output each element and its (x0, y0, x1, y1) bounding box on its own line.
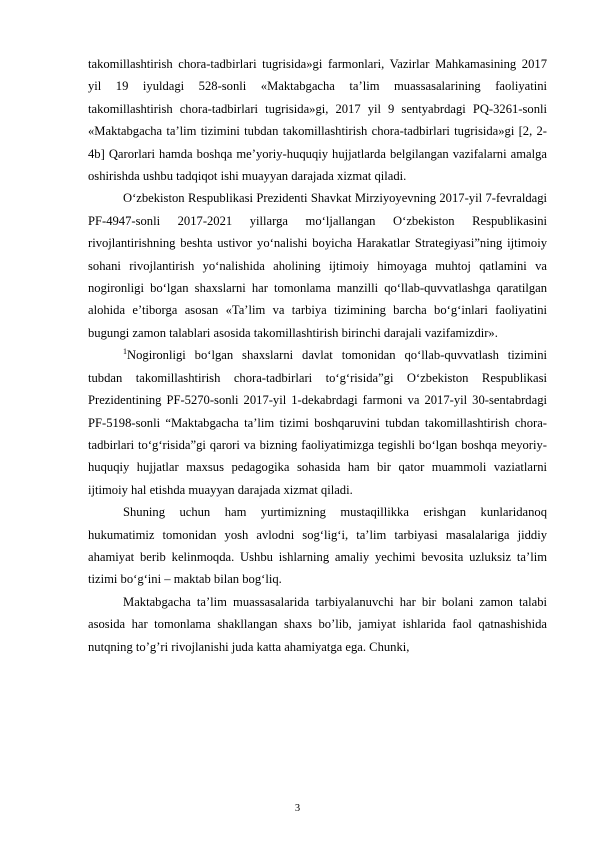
paragraph-1: takomillashtirish chora-tadbirlari tugrisida»gi farmonlari, Vazirlar Mahkamasining 2017 yil 19 iyuldagi 528-sonli «Maktabgacha ta’lim muassasalarining faoliyatini takomillashtirish chora-tadbirlari tugrisida»gi, 2017 yil 9 sentyabrdagi PQ-3261-sonli «Maktabgacha ta’lim tizimini tubdan takomillashtirish chora-tadbirlari tugrisida»gi [2, 2-4b] Qarorlari hamda boshqa me’yoriy-huquqiy hujjatlarda belgilangan vazifalarni amalga oshirishda ushbu tadqiqot ishi muayyan darajada xizmat qiladi. (88, 57, 547, 184)
page-number: 3 (294, 803, 301, 814)
document-body (88, 53, 547, 658)
paragraph-3-text: Nogironligi bo‘lgan shaxslarni davlat tomonidan qo‘llab-quvvatlash tizimini tubdan takomillashtirish chora-tadbirlari to‘g‘risida”gi O‘zbekiston Respublikasi Prezidentining PF-5270-sonli 2017-yil 1-dekabrdagi farmoni va 2017-yil 30-sentabrdagi PF-5198-sonli “Maktabgacha ta’lim tizimi boshqaruvini tubdan takomillashtirish chora-tadbirlari to‘g‘risida”gi qarori va bizning faoliyatimizga tegishli bo‘lgan boshqa meyoriy-huquqiy hujjatlar maxsus pedagogika sohasida ham bir qator muammoli vaziatlarni ijtimoiy hal etishda muayyan darajada xizmat qiladi. (88, 348, 547, 497)
footnote-mark: 1 (123, 347, 127, 357)
paragraph-5: Maktabgacha ta’lim muassasalarida tarbiyalanuvchi har bir bolani zamon talabi asosida har tomonlama shakllangan shaxs bo’lib, jamiyat ishlarida faol qatnashishida nutqning to’g’ri rivojlanishi juda katta ahamiyatga ega. Chunki, (88, 594, 547, 654)
paragraph-3 (88, 344, 547, 501)
paragraph-2: O‘zbekiston Respublikasi Prezidenti Shavkat Mirziyoyevning 2017-yil 7-fevraldagi PF-4947-sonli 2017-2021 yillarga mo‘ljallangan O‘zbekiston Respublikasini rivojlantirishning beshta ustivor yo‘nalishi boyicha Harakatlar Strategiyasi”ning ijtimoiy sohani rivojlantirish yo‘nalishida aholining ijtimoiy himoyaga muhtoj qatlamini va nogironligi bo‘lgan shaxslarni har tomonlama manzilli qo‘llab-quvvatlashga qaratilgan alohida e’tiborga asosan «Ta’lim va tarbiya tizimining barcha bo‘g‘inlari faoliyatini bugungi zamon talablari asosida takomillashtirish birinchi darajali vazifamizdir». (88, 191, 547, 340)
paragraph-4: Shuning uchun ham yurtimizning mustaqillikka erishgan kunlaridanoq hukumatimiz tomonidan yosh avlodni sog‘lig‘i, ta’lim tarbiyasi masalalariga jiddiy ahamiyat berib kelinmoqda. Ushbu ishlarning amaliy yechimi bevosita uzluksiz ta’lim tizimi bo‘g‘ini – maktab bilan bog‘liq. (88, 505, 547, 587)
